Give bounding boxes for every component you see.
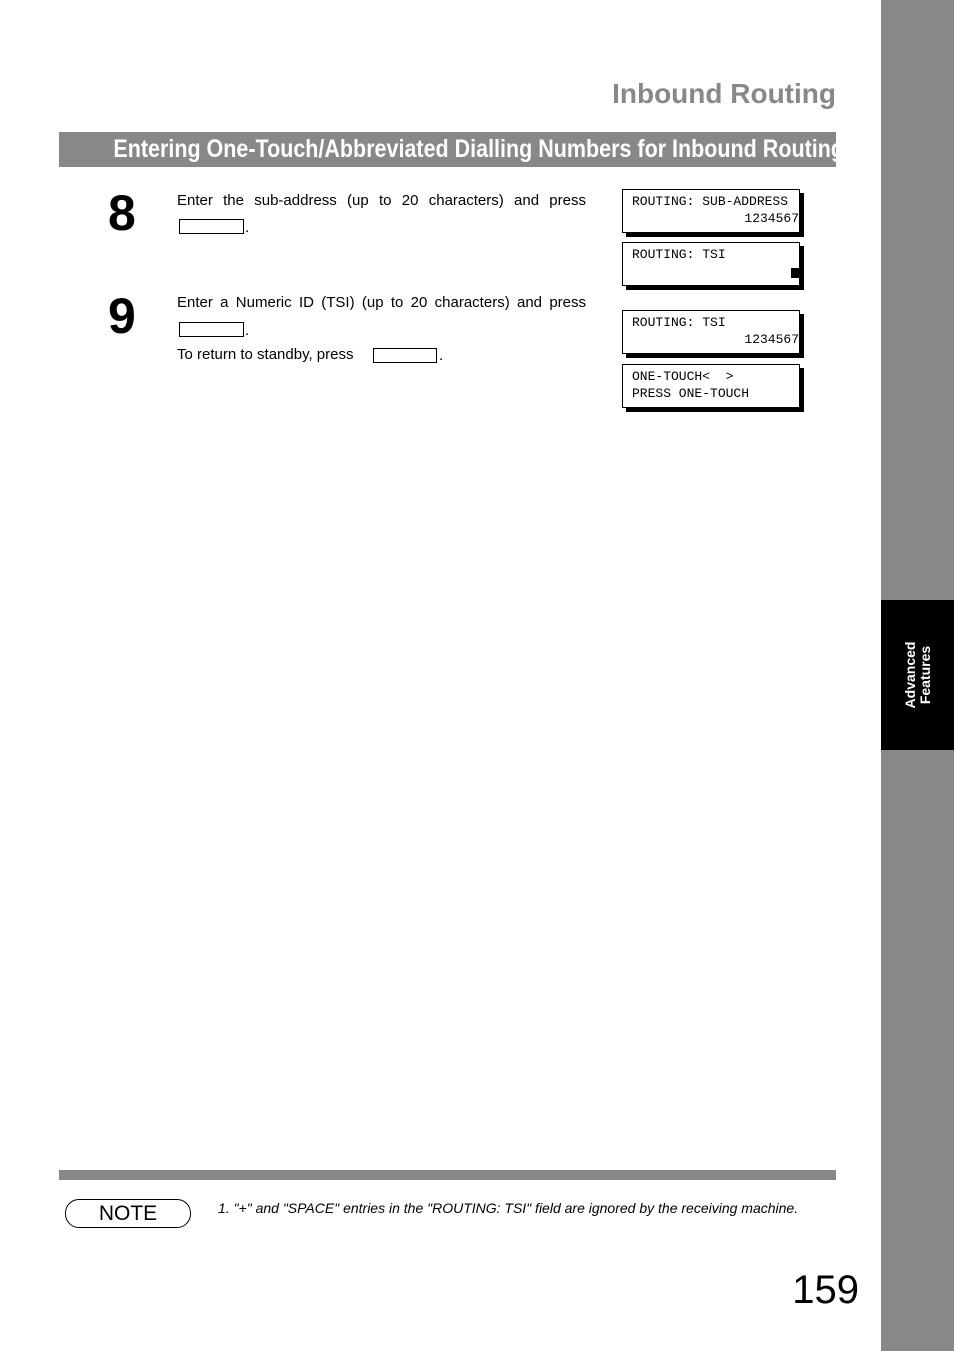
chapter-tab xyxy=(881,600,954,750)
note-text: 1. "+" and "SPACE" entries in the "ROUTING: TSI" field are ignored by the receiving machine. xyxy=(218,1200,799,1216)
step-9-period: . xyxy=(245,322,250,339)
standby-period: . xyxy=(439,347,444,364)
lcd-display-one-touch xyxy=(622,364,800,408)
standby-instruction: To return to standby, press xyxy=(177,346,354,363)
lcd-line-2: PRESS ONE-TOUCH xyxy=(632,386,750,401)
chapter-tab-line2: Features xyxy=(916,645,933,705)
banner-title: Entering One-Touch/Abbreviated Dialling Numbers for Inbound Routing xyxy=(113,135,844,163)
step-number-8: 8 xyxy=(108,185,136,241)
lcd-display-tsi-empty xyxy=(622,242,800,286)
chapter-tab-label xyxy=(903,642,933,709)
lcd-line-1: ROUTING: SUB-ADDRESS xyxy=(632,194,789,209)
note-badge: NOTE xyxy=(65,1199,191,1228)
cursor-block xyxy=(791,268,799,278)
lcd-line-1: ROUTING: TSI xyxy=(632,315,726,330)
note-divider xyxy=(59,1170,836,1180)
step-number-9: 9 xyxy=(108,288,136,344)
step-8-text: Enter the sub-address (up to 20 characters) and press xyxy=(177,192,586,209)
lcd-display-tsi-entered xyxy=(622,310,800,354)
lcd-line-2: 1234567 xyxy=(744,332,799,347)
key-button-stop xyxy=(373,348,437,363)
lcd-line-2: 1234567 xyxy=(744,211,799,226)
lcd-line-1: ROUTING: TSI xyxy=(632,247,726,262)
step-9-text: Enter a Numeric ID (TSI) (up to 20 characters) and press xyxy=(177,294,586,311)
lcd-line-1: ONE-TOUCH< > xyxy=(632,369,734,384)
lcd-display-sub-address xyxy=(622,189,800,233)
title-banner xyxy=(59,132,844,167)
page-number: 159 xyxy=(792,1268,859,1312)
key-button-set xyxy=(179,219,244,234)
section-title: Inbound Routing xyxy=(612,78,836,109)
step-8-period: . xyxy=(245,219,250,236)
chapter-tab-line1: Advanced xyxy=(901,641,918,709)
key-button-set xyxy=(179,322,244,337)
